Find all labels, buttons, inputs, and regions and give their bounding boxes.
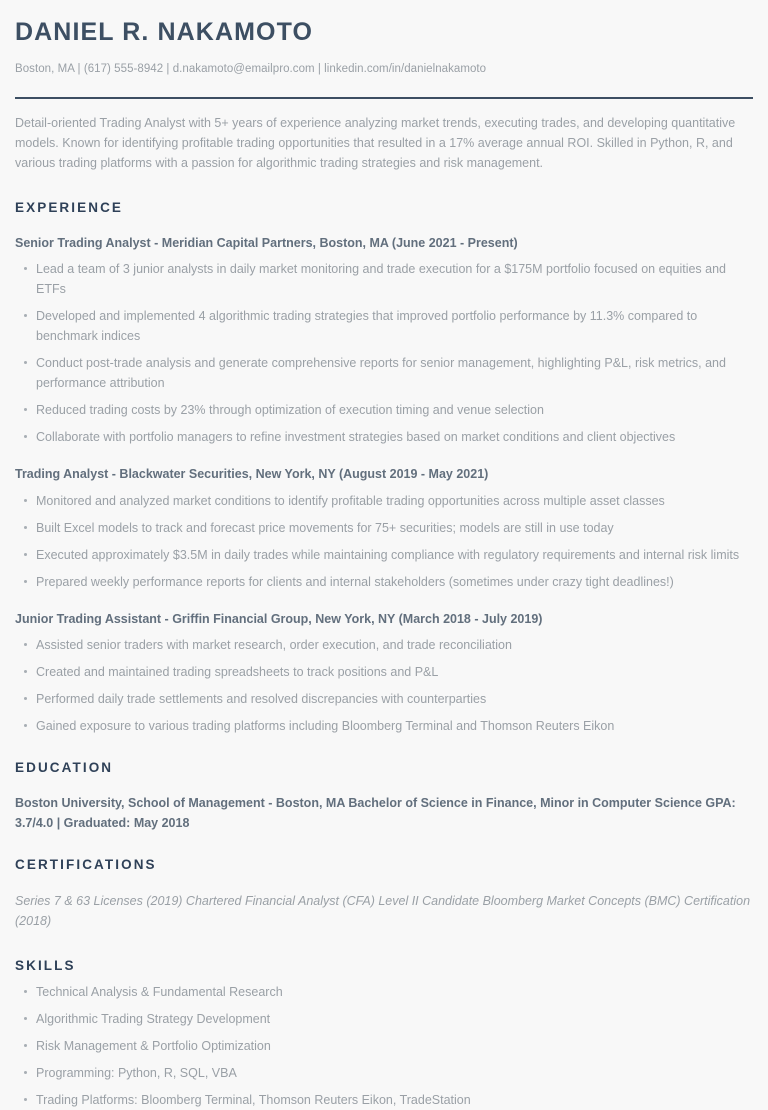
bullet-item: Prepared weekly performance reports for clients and internal stakeholders (sometimes under crazy tight deadlines!) (15, 572, 753, 592)
bullet-item: Executed approximately $3.5M in daily trades while maintaining compliance with regulatory requirements and internal risk limits (15, 545, 753, 565)
bullet-item: Collaborate with portfolio managers to refine investment strategies based on market conditions and client objectives (15, 427, 753, 447)
job-title: Senior Trading Analyst - Meridian Capital Partners, Boston, MA (June 2021 - Present) (15, 235, 518, 250)
professional-summary: Detail-oriented Trading Analyst with 5+ years of experience analyzing market trends, executing trades, and developing quantitative models. Known for identifying profitable trading opportunities that resulted in a 17% average annual ROI. Skilled in Python, R, and various trading platforms with a passion for algorithmic trading strategies and risk management. (15, 115, 736, 171)
experience-list (15, 235, 753, 737)
bullet-item: Conduct post-trade analysis and generate comprehensive reports for senior management, highlighting P&L, risk metrics, and performance attribution (15, 353, 753, 393)
education-entry: Boston University, School of Management - Boston, MA Bachelor of Science in Finance, Minor in Computer Science GPA: 3.7/4.0 | Graduated: May 2018 (15, 796, 736, 831)
section-heading-certifications: CERTIFICATIONS (15, 857, 157, 873)
bullet-item: Performed daily trade settlements and resolved discrepancies with counterparties (15, 689, 753, 709)
skills-list (15, 982, 753, 1110)
section-heading-education: EDUCATION (15, 760, 114, 776)
job-bullets (15, 259, 753, 447)
bullet-item: Created and maintained trading spreadsheets to track positions and P&L (15, 662, 753, 682)
bullet-item: Developed and implemented 4 algorithmic trading strategies that improved portfolio performance by 11.3% compared to benchmark indices (15, 306, 753, 346)
job-bullets (15, 491, 753, 592)
experience-entry (15, 611, 753, 737)
experience-entry (15, 466, 753, 592)
contact-line: Boston, MA | (617) 555-8942 | d.nakamoto@emailpro.com | linkedin.com/in/danielnakamoto (15, 62, 487, 75)
bullet-item: Lead a team of 3 junior analysts in daily market monitoring and trade execution for a $175M portfolio focused on equities and ETFs (15, 259, 753, 299)
bullet-item: Gained exposure to various trading platforms including Bloomberg Terminal and Thomson Reuters Eikon (15, 716, 753, 736)
candidate-name: DANIEL R. NAKAMOTO (15, 18, 314, 46)
bullet-item: Built Excel models to track and forecast price movements for 75+ securities; models are still in use today (15, 518, 753, 538)
skill-item: Algorithmic Trading Strategy Development (15, 1009, 753, 1029)
experience-entry (15, 235, 753, 448)
job-title: Trading Analyst - Blackwater Securities, New York, NY (August 2019 - May 2021) (15, 467, 489, 482)
skill-item: Programming: Python, R, SQL, VBA (15, 1063, 753, 1083)
bullet-item: Monitored and analyzed market conditions to identify profitable trading opportunities across multiple asset classes (15, 491, 753, 511)
header-divider (15, 97, 753, 99)
skill-item: Risk Management & Portfolio Optimization (15, 1036, 753, 1056)
certifications-entry: Series 7 & 63 Licenses (2019) Chartered Financial Analyst (CFA) Level II Candidate Bloomberg Market Concepts (BMC) Certification (2018) (15, 893, 751, 928)
section-heading-skills: SKILLS (15, 957, 76, 973)
job-title: Junior Trading Assistant - Griffin Financial Group, New York, NY (March 2018 - July 2019) (15, 611, 543, 626)
job-bullets (15, 635, 753, 736)
section-heading-experience: EXPERIENCE (15, 199, 124, 215)
bullet-item: Reduced trading costs by 23% through optimization of execution timing and venue selection (15, 400, 753, 420)
bullet-item: Assisted senior traders with market research, order execution, and trade reconciliation (15, 635, 753, 655)
skill-item: Technical Analysis & Fundamental Research (15, 982, 753, 1002)
skill-item: Trading Platforms: Bloomberg Terminal, Thomson Reuters Eikon, TradeStation (15, 1090, 753, 1110)
